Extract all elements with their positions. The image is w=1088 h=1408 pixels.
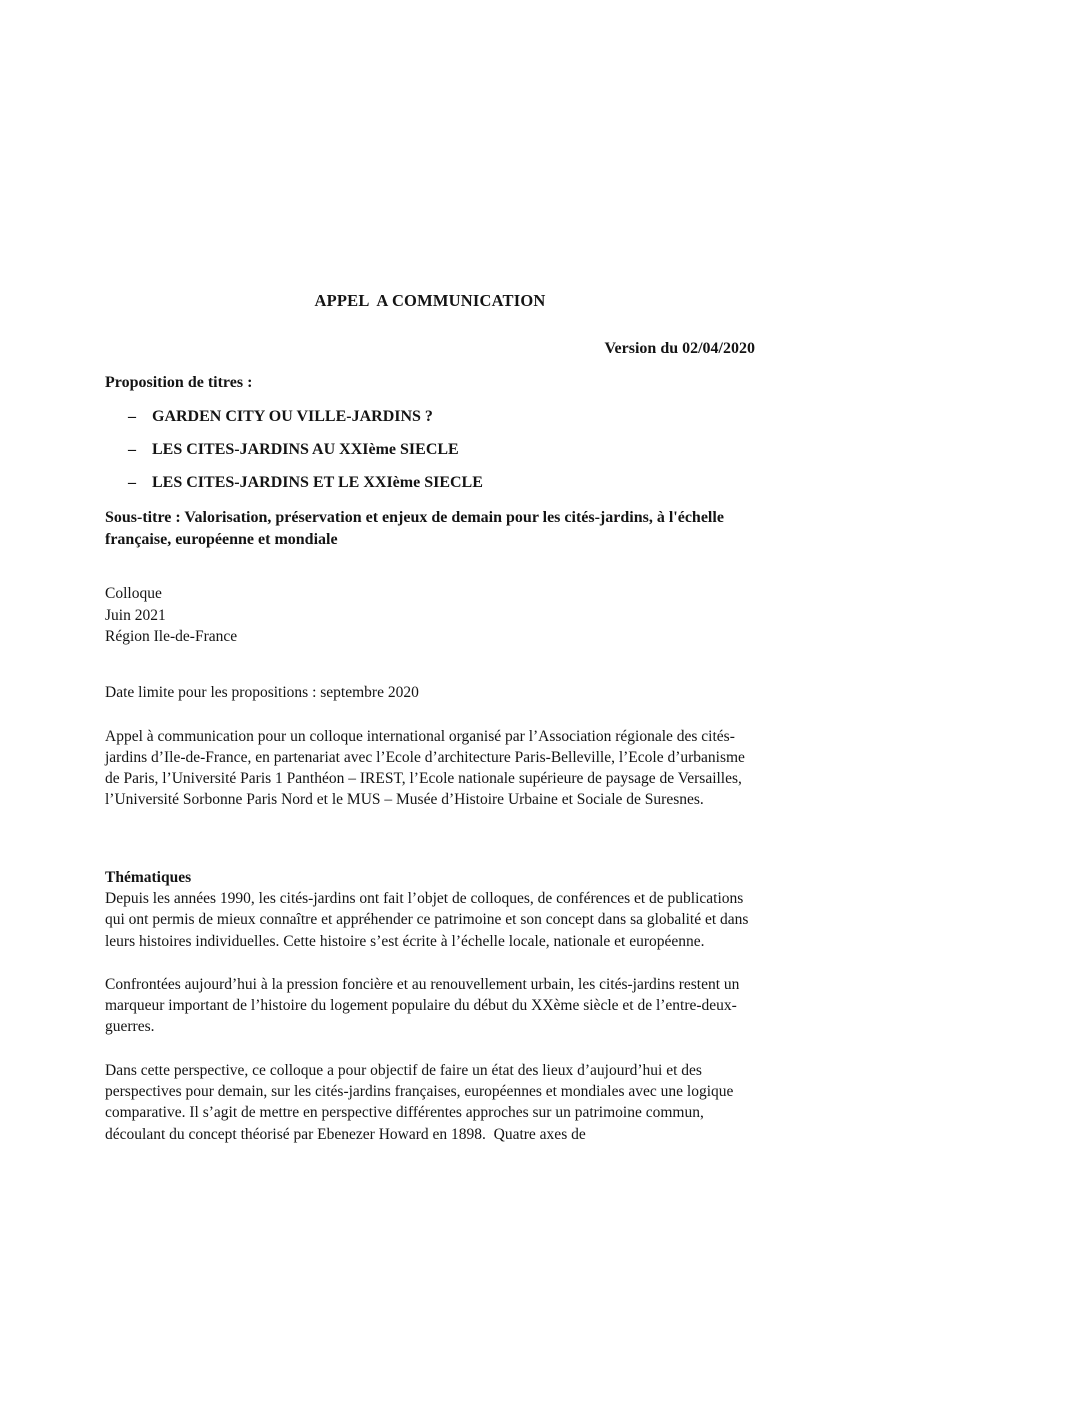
event-line: Région Ile-de-France	[105, 628, 238, 645]
event-line: Juin 2021	[105, 606, 166, 624]
thematiques-heading: Thématiques	[105, 868, 192, 886]
intro-paragraph: Appel à communication pour un colloque international organisé par l’Association régionale des cités-jardins d’Ile-de-France, en partenariat avec l’Ecole d’architecture Paris-Belleville, l’Ecole d’urbanisme de Paris, l’Université Paris 1 Panthéon – IREST, l’Ecole nationale supérieure de paysage de Versailles, l’Université Sorbonne Paris Nord et le MUS – Musée d’Histoire Urbaine et Sociale de Suresnes.	[105, 727, 749, 809]
version-line: Version du 02/04/2020	[604, 340, 755, 357]
body-paragraph: Confrontées aujourd’hui à la pression foncière et au renouvellement urbain, les cités-jardins restent un marqueur important de l’histoire du logement populaire du début du XXème siècle et de l’entre-deux-guerres.	[105, 975, 744, 1036]
document-content	[105, 291, 755, 1145]
title-options-list	[105, 408, 755, 492]
dash-bullet: –	[128, 408, 136, 425]
event-details	[105, 583, 755, 648]
list-item	[105, 408, 755, 426]
body-paragraph: Dans cette perspective, ce colloque a pour objectif de faire un état des lieux d’aujourd’hui et des perspectives pour demain, sur les cités-jardins françaises, européennes et mondiales avec une logique comparative. Il s’agit de mettre en perspective différentes approches sur un patrimoine commun, découlant du concept théorisé par Ebenezer Howard en 1898. Quatre axes de	[105, 1061, 738, 1143]
list-item-label: GARDEN CITY OU VILLE-JARDINS ?	[152, 408, 433, 425]
dash-bullet: –	[128, 441, 136, 458]
subtitle: Sous-titre : Valorisation, préservation et enjeux de demain pour les cités-jardins, à l'échelle française, européenne et mondiale	[105, 509, 728, 548]
event-line: Colloque	[105, 585, 162, 602]
proposition-label: Proposition de titres :	[105, 374, 253, 391]
list-item-label: LES CITES-JARDINS AU XXIème SIECLE	[152, 441, 459, 458]
body-paragraph: Depuis les années 1990, les cités-jardins ont fait l’objet de colloques, de conférences et de publications qui ont permis de mieux connaître et appréhender ce patrimoine et son concept dans sa globalité et dans leurs histoires individuelles. Cette histoire s’est écrite à l’échelle locale, nationale et européenne.	[105, 889, 753, 950]
deadline-line: Date limite pour les propositions : septembre 2020	[105, 683, 419, 701]
dash-bullet: –	[128, 474, 136, 491]
document-title: APPEL A COMMUNICATION	[314, 291, 546, 310]
list-item	[105, 441, 755, 459]
list-item	[105, 474, 755, 492]
list-item-label: LES CITES-JARDINS ET LE XXIème SIECLE	[152, 474, 483, 491]
